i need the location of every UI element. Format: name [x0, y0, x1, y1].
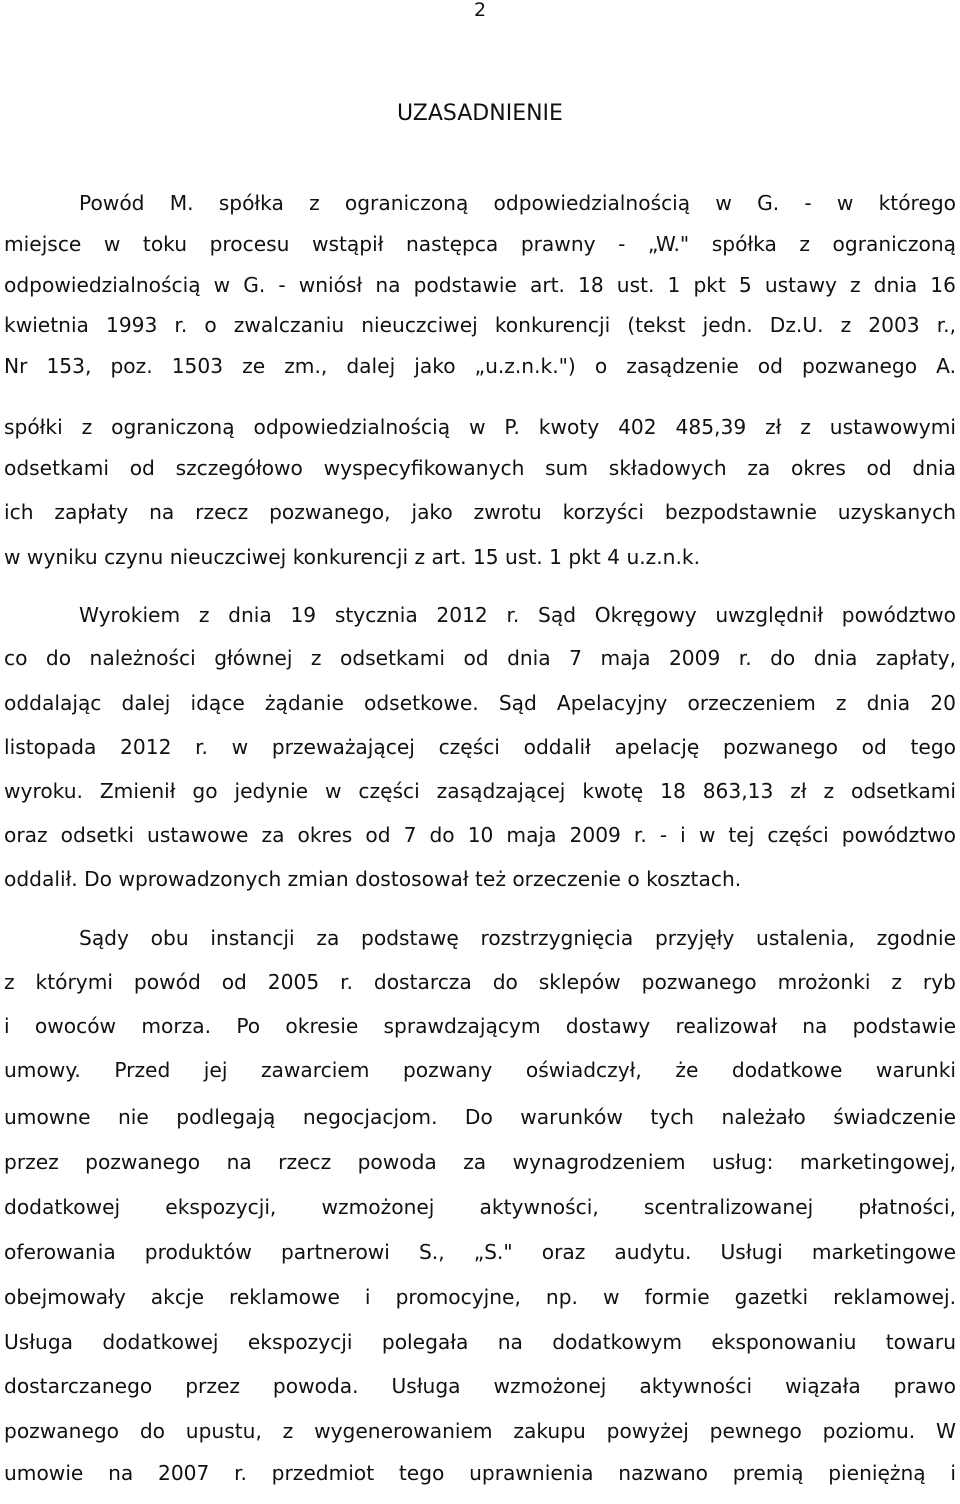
text-line: wyroku. Zmienił go jedynie w części zasądzającej kwotę 18 863,13 zł z odsetkami: [4, 779, 956, 803]
text-line: Wyrokiem z dnia 19 stycznia 2012 r. Sąd Okręgowy uwzględnił powództwo: [79, 603, 956, 627]
text-line: dostarczanego przez powoda. Usługa wzmożonej aktywności wiązała prawo: [4, 1374, 956, 1398]
text-line: dodatkowej ekspozycji, wzmożonej aktywności, scentralizowanej płatności,: [4, 1195, 956, 1219]
text-line: kwietnia 1993 r. o zwalczaniu nieuczciwej konkurencji (tekst jedn. Dz.U. z 2003 r.,: [4, 313, 956, 337]
text-line: Nr 153, poz. 1503 ze zm., dalej jako „u.z.n.k.") o zasądzenie od pozwanego A.: [4, 354, 956, 378]
text-line: odsetkami od szczegółowo wyspecyfikowanych sum składowych za okres od dnia: [4, 456, 956, 480]
document-title: UZASADNIENIE: [397, 101, 563, 126]
text-line: Sądy obu instancji za podstawę rozstrzygnięcia przyjęły ustalenia, zgodnie: [79, 926, 956, 950]
text-line: oddalając dalej idące żądanie odsetkowe. Sąd Apelacyjny orzeczeniem z dnia 20: [4, 691, 956, 715]
text-line: oferowania produktów partnerowi S., „S." oraz audytu. Usługi marketingowe: [4, 1240, 956, 1264]
text-line: Powód M. spółka z ograniczoną odpowiedzialnością w G. - w którego: [79, 191, 956, 215]
text-line: oddalił. Do wprowadzonych zmian dostosował też orzeczenie o kosztach.: [4, 867, 742, 891]
text-line: spółki z ograniczoną odpowiedzialnością w P. kwoty 402 485,39 zł z ustawowymi: [4, 415, 956, 439]
text-line: w wyniku czynu nieuczciwej konkurencji z art. 15 ust. 1 pkt 4 u.z.n.k.: [4, 545, 700, 569]
page-number: 2: [473, 0, 487, 21]
text-line: co do należności głównej z odsetkami od dnia 7 maja 2009 r. do dnia zapłaty,: [4, 646, 956, 670]
text-line: umowie na 2007 r. przedmiot tego uprawnienia nazwano premią pieniężną i: [4, 1461, 956, 1485]
text-line: z którymi powód od 2005 r. dostarcza do sklepów pozwanego mrożonki z ryb: [4, 970, 956, 994]
text-line: umowy. Przed jej zawarciem pozwany oświadczył, że dodatkowe warunki: [4, 1058, 956, 1082]
text-line: obejmowały akcje reklamowe i promocyjne, np. w formie gazetki reklamowej.: [4, 1285, 956, 1309]
text-line: ich zapłaty na rzecz pozwanego, jako zwrotu korzyści bezpodstawnie uzyskanych: [4, 500, 956, 524]
text-line: miejsce w toku procesu wstąpił następca prawny - „W." spółka z ograniczoną: [4, 232, 956, 256]
text-line: Usługa dodatkowej ekspozycji polegała na dodatkowym eksponowaniu towaru: [4, 1330, 956, 1354]
text-line: odpowiedzialnością w G. - wniósł na podstawie art. 18 ust. 1 pkt 5 ustawy z dnia 16: [4, 273, 956, 297]
text-line: przez pozwanego na rzecz powoda za wynagrodzeniem usług: marketingowej,: [4, 1150, 956, 1174]
text-line: listopada 2012 r. w przeważającej części oddalił apelację pozwanego od tego: [4, 735, 956, 759]
text-line: oraz odsetki ustawowe za okres od 7 do 10 maja 2009 r. - i w tej części powództwo: [4, 823, 956, 847]
text-line: i owoców morza. Po okresie sprawdzającym dostawy realizował na podstawie: [4, 1014, 956, 1038]
text-line: pozwanego do upustu, z wygenerowaniem zakupu powyżej pewnego poziomu. W: [4, 1419, 956, 1443]
text-line: umowne nie podlegają negocjacjom. Do warunków tych należało świadczenie: [4, 1105, 956, 1129]
